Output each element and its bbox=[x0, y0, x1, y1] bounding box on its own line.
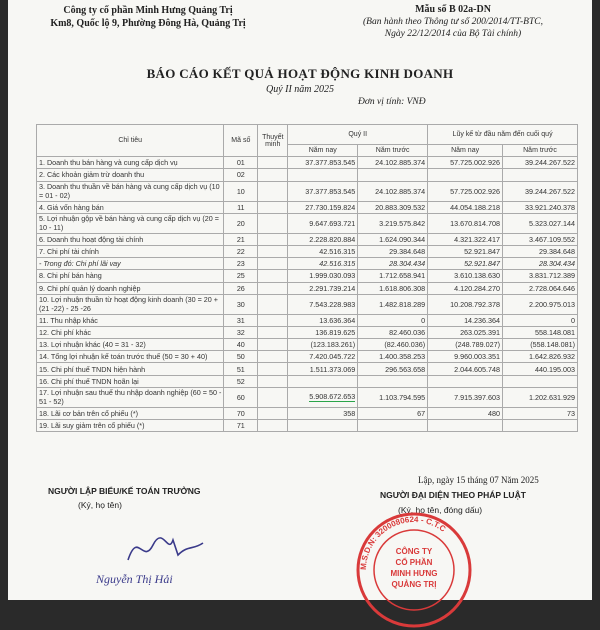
quarter-this-year-cell bbox=[288, 169, 358, 181]
ytd-this-year-cell: 57.725.002.926 bbox=[428, 157, 503, 169]
ytd-this-year-cell: 480 bbox=[428, 407, 503, 419]
item-cell: 14. Tổng lợi nhuận kế toán trước thuế (50 = 30 + 40) bbox=[37, 351, 224, 363]
form-note-1: (Ban hành theo Thông tư số 200/2014/TT-BTC, bbox=[363, 17, 543, 27]
report-page bbox=[8, 0, 592, 600]
note-cell bbox=[258, 375, 288, 387]
quarter-this-year-cell: 7.543.228.983 bbox=[288, 294, 358, 314]
seal-line-2: CỔ PHẦN bbox=[395, 558, 433, 567]
ytd-this-year-cell: 52.921.847 bbox=[428, 258, 503, 270]
code-cell: 51 bbox=[224, 363, 258, 375]
table-row bbox=[37, 270, 578, 282]
form-header bbox=[338, 4, 568, 40]
note-cell bbox=[258, 339, 288, 351]
quarter-last-year-cell: 24.102.885.374 bbox=[358, 157, 428, 169]
note-cell bbox=[258, 387, 288, 407]
table-row bbox=[37, 420, 578, 432]
form-note-2: Ngày 22/12/2014 của Bộ Tài chính) bbox=[384, 29, 522, 39]
code-cell: 11 bbox=[224, 201, 258, 213]
ytd-last-year-cell: (558.148.081) bbox=[503, 339, 578, 351]
quarter-last-year-cell: 29.384.648 bbox=[358, 245, 428, 257]
item-cell: 2. Các khoản giảm trừ doanh thu bbox=[37, 169, 224, 181]
form-code: Mẫu số B 02a-DN bbox=[415, 4, 491, 15]
item-cell: 9. Chi phí quản lý doanh nghiệp bbox=[37, 282, 224, 294]
item-cell: 5. Lợi nhuận gộp về bán hàng và cung cấp dịch vụ (20 = 10 - 11) bbox=[37, 213, 224, 233]
note-cell bbox=[258, 407, 288, 419]
code-cell: 60 bbox=[224, 387, 258, 407]
ytd-this-year-cell: 14.236.364 bbox=[428, 314, 503, 326]
note-cell bbox=[258, 314, 288, 326]
quarter-last-year-cell: 0 bbox=[358, 314, 428, 326]
company-name: Công ty cổ phần Minh Hưng Quảng Trị bbox=[63, 5, 233, 16]
seal-line-1: CÔNG TY bbox=[395, 547, 433, 556]
table-row bbox=[37, 258, 578, 270]
note-cell bbox=[258, 181, 288, 201]
code-cell: 31 bbox=[224, 314, 258, 326]
table-row bbox=[37, 181, 578, 201]
quarter-this-year-cell: 37.377.853.545 bbox=[288, 181, 358, 201]
table-row bbox=[37, 213, 578, 233]
table-row bbox=[37, 351, 578, 363]
ytd-last-year-cell: 33.921.240.378 bbox=[503, 201, 578, 213]
table-row bbox=[37, 339, 578, 351]
code-cell: 25 bbox=[224, 270, 258, 282]
ytd-last-year-cell: 39.244.267.522 bbox=[503, 157, 578, 169]
quarter-last-year-cell: (82.460.036) bbox=[358, 339, 428, 351]
header-item: Chỉ tiêu bbox=[37, 125, 224, 157]
quarter-this-year-cell bbox=[288, 375, 358, 387]
quarter-last-year-cell: 1.482.818.289 bbox=[358, 294, 428, 314]
ytd-this-year-cell: 2.044.605.748 bbox=[428, 363, 503, 375]
ytd-this-year-cell: 52.921.847 bbox=[428, 245, 503, 257]
header-y-last-year: Năm trước bbox=[503, 145, 578, 157]
quarter-this-year-cell: 27.730.159.824 bbox=[288, 201, 358, 213]
quarter-last-year-cell: 24.102.885.374 bbox=[358, 181, 428, 201]
ytd-last-year-cell: 39.244.267.522 bbox=[503, 181, 578, 201]
table-row bbox=[37, 245, 578, 257]
note-cell bbox=[258, 201, 288, 213]
ytd-last-year-cell: 73 bbox=[503, 407, 578, 419]
table-row bbox=[37, 363, 578, 375]
table-row bbox=[37, 201, 578, 213]
ytd-this-year-cell: 9.960.003.351 bbox=[428, 351, 503, 363]
quarter-last-year-cell: 296.563.658 bbox=[358, 363, 428, 375]
quarter-last-year-cell bbox=[358, 375, 428, 387]
header-q-last-year: Năm trước bbox=[358, 145, 428, 157]
note-cell bbox=[258, 245, 288, 257]
code-cell: 32 bbox=[224, 326, 258, 338]
representative-title: NGƯỜI ĐẠI DIỆN THEO PHÁP LUẬT bbox=[380, 490, 526, 500]
note-cell bbox=[258, 282, 288, 294]
ytd-last-year-cell: 3.831.712.389 bbox=[503, 270, 578, 282]
report-title: BÁO CÁO KẾT QUẢ HOẠT ĐỘNG KINH DOANH bbox=[146, 66, 454, 81]
ytd-last-year-cell bbox=[503, 375, 578, 387]
code-cell: 52 bbox=[224, 375, 258, 387]
item-cell: - Trong đó: Chi phí lãi vay bbox=[37, 258, 224, 270]
item-cell: 1. Doanh thu bán hàng và cung cấp dịch vụ bbox=[37, 157, 224, 169]
ytd-last-year-cell: 28.304.434 bbox=[503, 258, 578, 270]
table-row bbox=[37, 169, 578, 181]
quarter-last-year-cell: 67 bbox=[358, 407, 428, 419]
code-cell: 01 bbox=[224, 157, 258, 169]
ytd-this-year-cell: 13.670.814.708 bbox=[428, 213, 503, 233]
note-cell bbox=[258, 420, 288, 432]
income-statement-table bbox=[36, 124, 578, 432]
ytd-last-year-cell: 29.384.648 bbox=[503, 245, 578, 257]
ytd-this-year-cell bbox=[428, 169, 503, 181]
ytd-last-year-cell: 2.728.064.646 bbox=[503, 282, 578, 294]
ytd-last-year-cell: 5.323.027.144 bbox=[503, 213, 578, 233]
ytd-this-year-cell: 263.025.391 bbox=[428, 326, 503, 338]
item-cell: 18. Lãi cơ bản trên cổ phiếu (*) bbox=[37, 407, 224, 419]
quarter-this-year-cell: 2.228.820.884 bbox=[288, 233, 358, 245]
ytd-this-year-cell bbox=[428, 375, 503, 387]
quarter-last-year-cell: 1.618.806.308 bbox=[358, 282, 428, 294]
ytd-this-year-cell: 10.208.792.378 bbox=[428, 294, 503, 314]
preparer-title: NGƯỜI LẬP BIỂU/KẾ TOÁN TRƯỞNG bbox=[48, 486, 201, 496]
ytd-last-year-cell bbox=[503, 420, 578, 432]
note-cell bbox=[258, 258, 288, 270]
code-cell: 40 bbox=[224, 339, 258, 351]
item-cell: 6. Doanh thu hoạt động tài chính bbox=[37, 233, 224, 245]
seal-ring-text: M.S.D.N: 3200080624 - C.T.C bbox=[358, 514, 448, 571]
ytd-this-year-cell: 3.610.138.630 bbox=[428, 270, 503, 282]
ytd-last-year-cell: 1.202.631.929 bbox=[503, 387, 578, 407]
quarter-last-year-cell: 1.400.358.253 bbox=[358, 351, 428, 363]
quarter-this-year-cell: 2.291.739.214 bbox=[288, 282, 358, 294]
item-cell: 17. Lợi nhuận sau thuế thu nhập doanh nghiệp (60 = 50 - 51 - 52) bbox=[37, 387, 224, 407]
item-cell: 11. Thu nhập khác bbox=[37, 314, 224, 326]
ytd-this-year-cell: 4.120.284.270 bbox=[428, 282, 503, 294]
ytd-this-year-cell: 7.915.397.603 bbox=[428, 387, 503, 407]
ytd-last-year-cell: 3.467.109.552 bbox=[503, 233, 578, 245]
item-cell: 3. Doanh thu thuần về bán hàng và cung cấp dịch vụ (10 = 01 - 02) bbox=[37, 181, 224, 201]
table-row bbox=[37, 294, 578, 314]
quarter-last-year-cell: 1.712.658.941 bbox=[358, 270, 428, 282]
company-seal bbox=[354, 510, 474, 630]
header-code: Mã số bbox=[224, 125, 258, 157]
highlighted-net-profit: 5.908.672.653 bbox=[309, 392, 356, 402]
header-q-this-year: Năm nay bbox=[288, 145, 358, 157]
quarter-last-year-cell bbox=[358, 169, 428, 181]
note-cell bbox=[258, 351, 288, 363]
seal-line-3: MINH HƯNG bbox=[390, 569, 438, 578]
quarter-this-year-cell: 37.377.853.545 bbox=[288, 157, 358, 169]
header-quarter: Quý II bbox=[288, 125, 428, 145]
quarter-last-year-cell bbox=[358, 420, 428, 432]
table-row bbox=[37, 375, 578, 387]
quarter-this-year-cell bbox=[288, 387, 358, 407]
code-cell: 30 bbox=[224, 294, 258, 314]
code-cell: 26 bbox=[224, 282, 258, 294]
note-cell bbox=[258, 294, 288, 314]
header-note: Thuyết minh bbox=[258, 125, 288, 157]
ytd-last-year-cell: 558.148.081 bbox=[503, 326, 578, 338]
item-cell: 16. Chi phí thuế TNDN hoãn lại bbox=[37, 375, 224, 387]
table-row bbox=[37, 157, 578, 169]
quarter-this-year-cell: (123.183.261) bbox=[288, 339, 358, 351]
quarter-this-year-cell: 42.516.315 bbox=[288, 258, 358, 270]
quarter-this-year-cell: 1.511.373.069 bbox=[288, 363, 358, 375]
note-cell bbox=[258, 169, 288, 181]
table-row bbox=[37, 233, 578, 245]
table-row bbox=[37, 407, 578, 419]
quarter-this-year-cell: 13.636.364 bbox=[288, 314, 358, 326]
code-cell: 20 bbox=[224, 213, 258, 233]
ytd-this-year-cell: 44.054.188.218 bbox=[428, 201, 503, 213]
note-cell bbox=[258, 270, 288, 282]
place-date: Lập, ngày 15 tháng 07 Năm 2025 bbox=[418, 475, 539, 485]
representative-sub: (Ký, họ tên, đóng dấu) bbox=[398, 505, 483, 515]
note-cell bbox=[258, 363, 288, 375]
quarter-this-year-cell: 7.420.045.722 bbox=[288, 351, 358, 363]
ytd-this-year-cell: (248.789.027) bbox=[428, 339, 503, 351]
quarter-this-year-cell: 1.999.030.093 bbox=[288, 270, 358, 282]
item-cell: 8. Chi phí bán hàng bbox=[37, 270, 224, 282]
item-cell: 7. Chi phí tài chính bbox=[37, 245, 224, 257]
preparer-sub: (Ký, họ tên) bbox=[78, 500, 122, 510]
report-period: Quý II năm 2025 bbox=[265, 84, 335, 95]
company-header bbox=[48, 4, 248, 30]
code-cell: 70 bbox=[224, 407, 258, 419]
note-cell bbox=[258, 157, 288, 169]
company-address: Km8, Quốc lộ 9, Phường Đông Hà, Quảng Trị bbox=[50, 18, 246, 29]
quarter-last-year-cell: 1.103.794.595 bbox=[358, 387, 428, 407]
table-row bbox=[37, 314, 578, 326]
item-cell: 10. Lợi nhuận thuần từ hoạt động kinh doanh (30 = 20 + (21 -22) - 25 -26 bbox=[37, 294, 224, 314]
ytd-last-year-cell: 0 bbox=[503, 314, 578, 326]
preparer-signature bbox=[118, 525, 208, 570]
table-row bbox=[37, 326, 578, 338]
code-cell: 50 bbox=[224, 351, 258, 363]
preparer-name: Nguyễn Thị Hải bbox=[96, 572, 173, 586]
quarter-last-year-cell: 28.304.434 bbox=[358, 258, 428, 270]
quarter-last-year-cell: 82.460.036 bbox=[358, 326, 428, 338]
header-ytd: Lũy kế từ đầu năm đến cuối quý bbox=[428, 125, 578, 145]
code-cell: 23 bbox=[224, 258, 258, 270]
code-cell: 22 bbox=[224, 245, 258, 257]
ytd-last-year-cell bbox=[503, 169, 578, 181]
code-cell: 10 bbox=[224, 181, 258, 201]
ytd-last-year-cell: 1.642.826.932 bbox=[503, 351, 578, 363]
item-cell: 13. Lợi nhuận khác (40 = 31 - 32) bbox=[37, 339, 224, 351]
item-cell: 12. Chi phí khác bbox=[37, 326, 224, 338]
note-cell bbox=[258, 213, 288, 233]
table-row bbox=[37, 387, 578, 407]
code-cell: 71 bbox=[224, 420, 258, 432]
ytd-last-year-cell: 440.195.003 bbox=[503, 363, 578, 375]
quarter-last-year-cell: 20.883.309.532 bbox=[358, 201, 428, 213]
table-row bbox=[37, 282, 578, 294]
quarter-this-year-cell: 358 bbox=[288, 407, 358, 419]
item-cell: 19. Lãi suy giảm trên cổ phiếu (*) bbox=[37, 420, 224, 432]
item-cell: 4. Giá vốn hàng bán bbox=[37, 201, 224, 213]
header-y-this-year: Năm nay bbox=[428, 145, 503, 157]
currency-unit: Đơn vị tính: VNĐ bbox=[358, 97, 426, 107]
ytd-this-year-cell: 57.725.002.926 bbox=[428, 181, 503, 201]
quarter-this-year-cell bbox=[288, 420, 358, 432]
quarter-last-year-cell: 1.624.090.344 bbox=[358, 233, 428, 245]
note-cell bbox=[258, 233, 288, 245]
quarter-this-year-cell: 136.819.625 bbox=[288, 326, 358, 338]
seal-line-4: QUẢNG TRỊ bbox=[391, 580, 437, 589]
ytd-last-year-cell: 2.200.975.013 bbox=[503, 294, 578, 314]
quarter-last-year-cell: 3.219.575.842 bbox=[358, 213, 428, 233]
ytd-this-year-cell: 4.321.322.417 bbox=[428, 233, 503, 245]
quarter-this-year-cell: 9.647.693.721 bbox=[288, 213, 358, 233]
quarter-this-year-cell: 42.516.315 bbox=[288, 245, 358, 257]
item-cell: 15. Chi phí thuế TNDN hiện hành bbox=[37, 363, 224, 375]
ytd-this-year-cell bbox=[428, 420, 503, 432]
code-cell: 21 bbox=[224, 233, 258, 245]
note-cell bbox=[258, 326, 288, 338]
code-cell: 02 bbox=[224, 169, 258, 181]
